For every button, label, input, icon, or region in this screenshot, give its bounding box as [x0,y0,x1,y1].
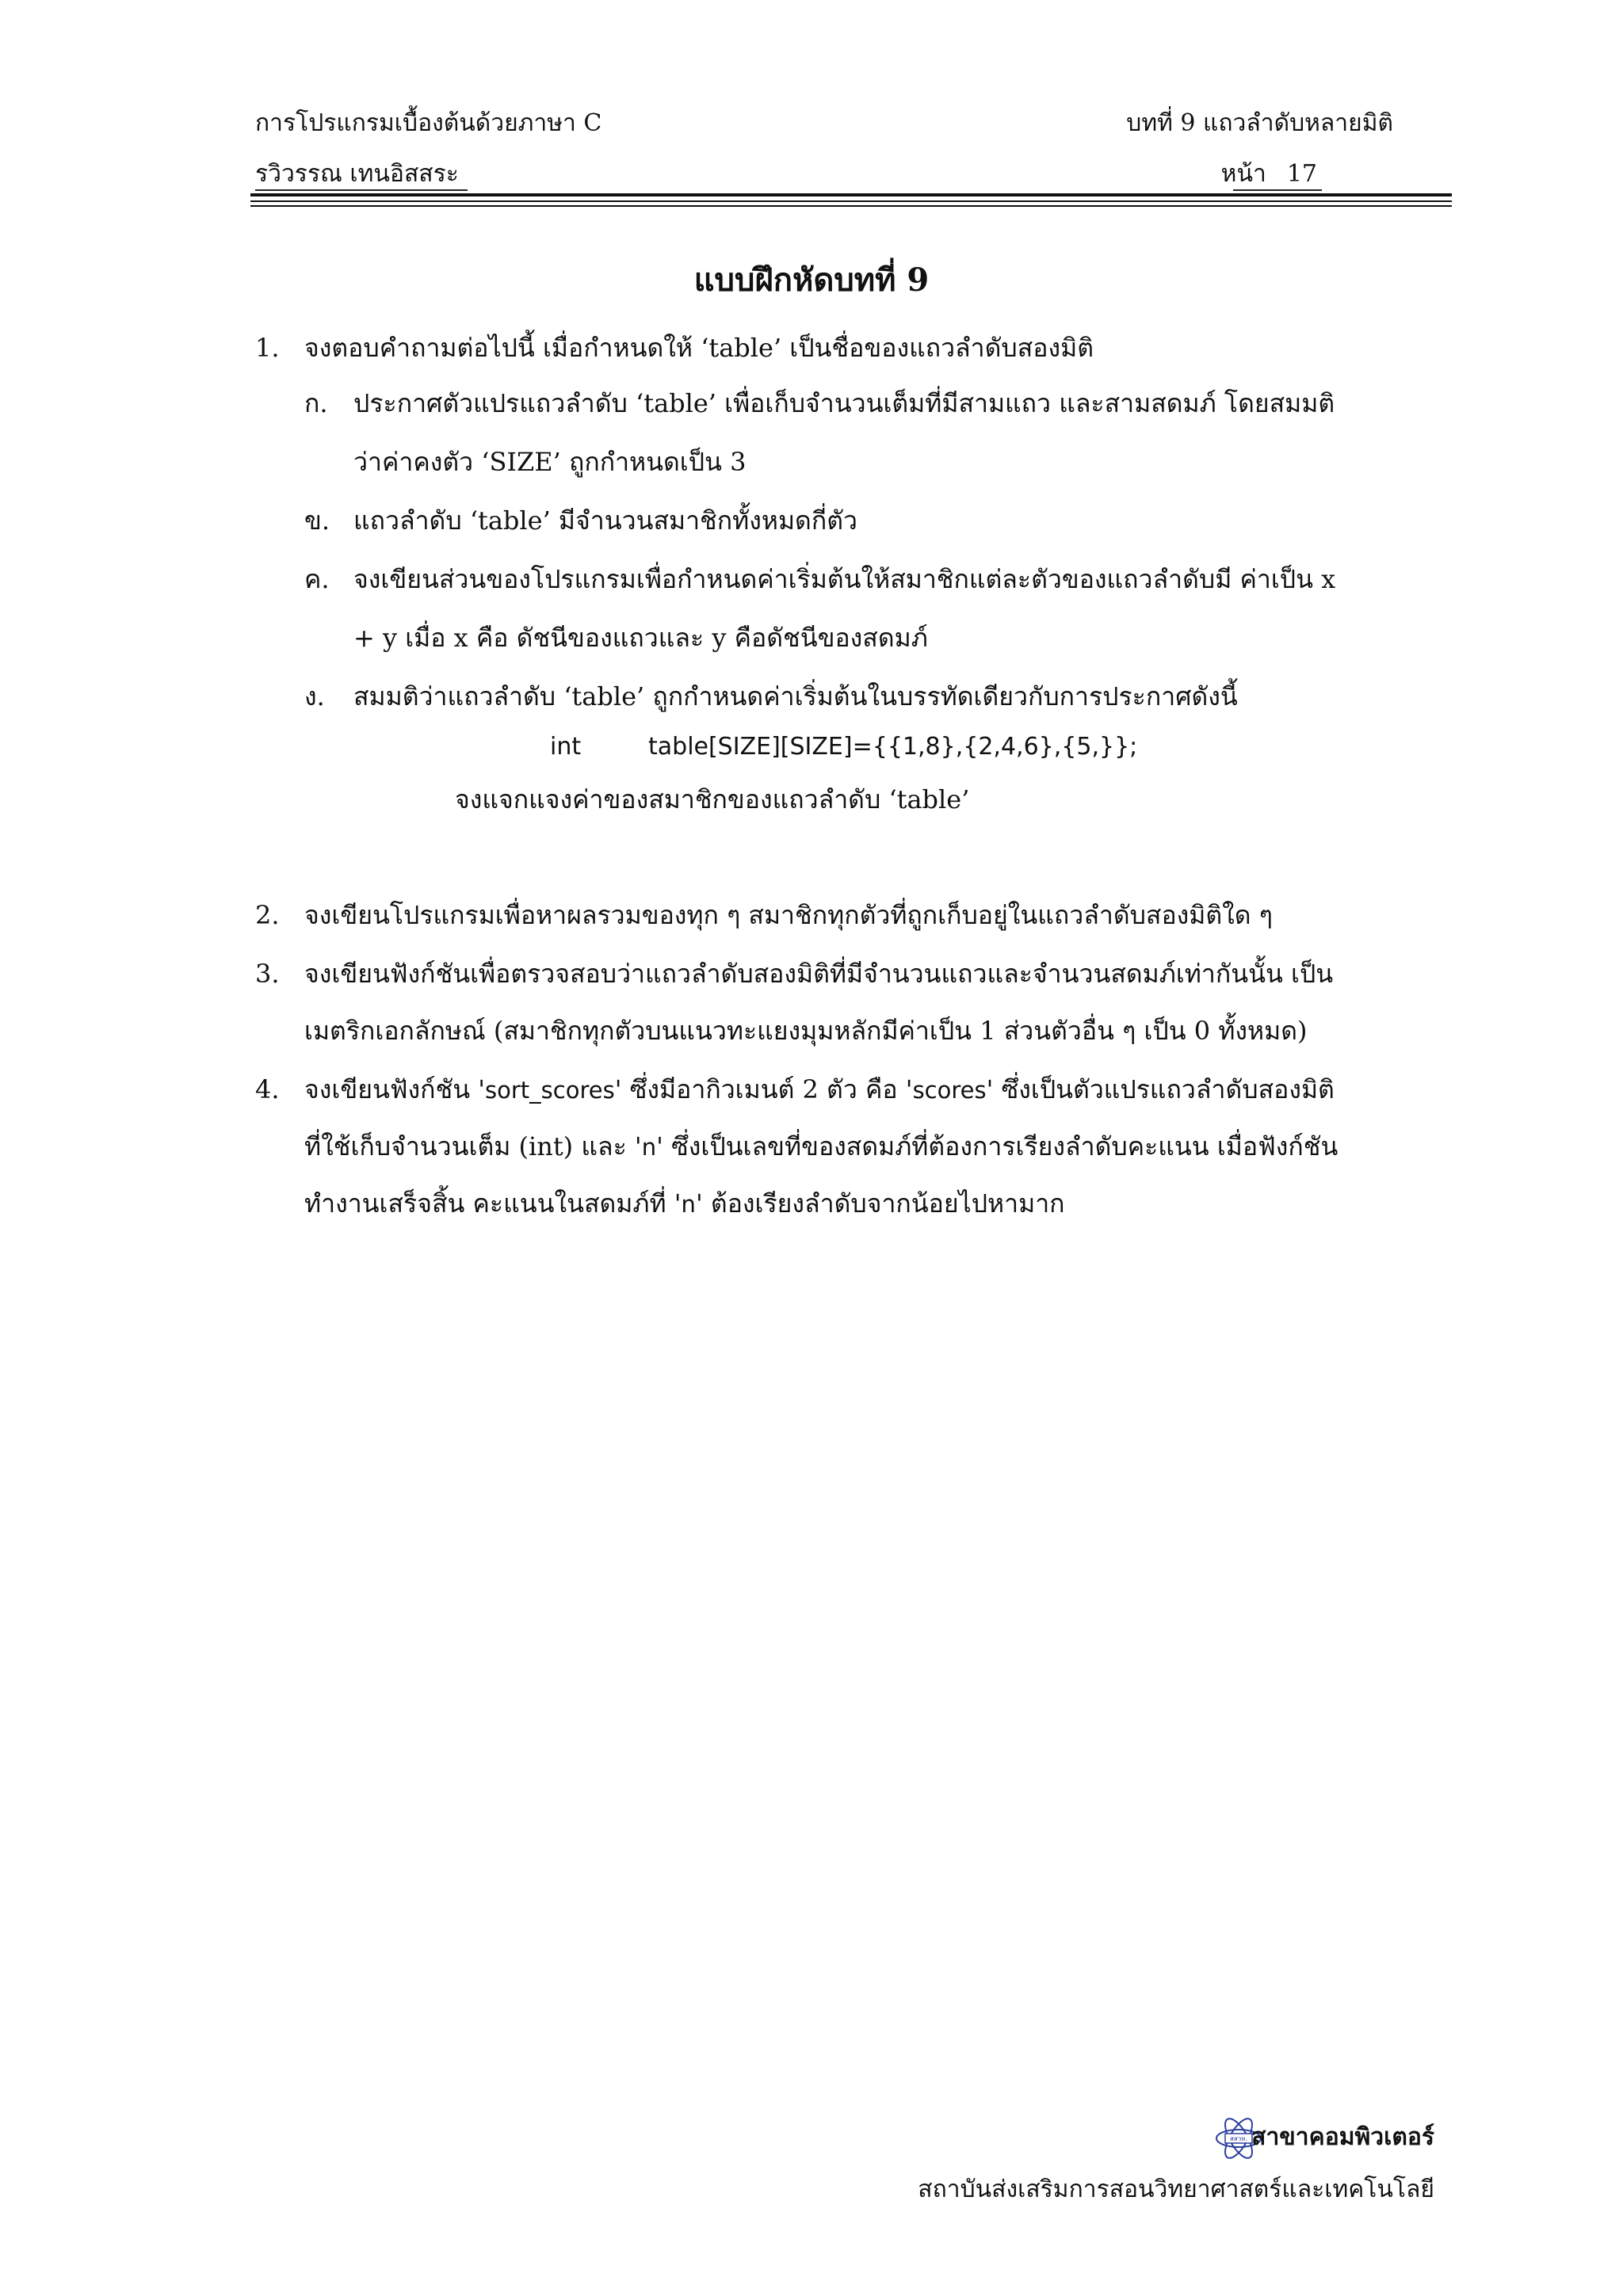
q3-number: 3. [255,959,280,989]
q1a-line1: ประกาศตัวแปรแถวลำดับ ‘table’ เพื่อเก็บจำนวนเต็มที่มีสามแถว และสามสดมภ์ โดยสมมติ [353,388,1335,418]
q4-line2 [304,1130,1338,1164]
author-underline [255,189,468,191]
footer-department: สาขาคอมพิวเตอร์ [1251,2123,1434,2151]
code-declaration: table[SIZE][SIZE]={{1,8},{2,4,6},{5,}}; [648,733,1138,761]
q4-code-n: n [641,1134,657,1161]
q1b-line1: แถวลำดับ ‘table’ มีจำนวนสมาชิกทั้งหมดกี่ตัว [353,505,857,536]
header-book-title: การโปรแกรมเบื้องต้นด้วยภาษา C [255,109,602,137]
q1-number: 1. [255,333,280,363]
q4-line3 [304,1187,1065,1221]
code-keyword: int [550,733,582,761]
page-number: 17 [1286,160,1317,188]
page-title: แบบฝึกหัดบทที่ 9 [693,261,930,299]
q4-l3-text-b: ' ต้องเรียงลำดับจากน้อยไปหามาก [695,1188,1065,1219]
page-label: หน้า [1220,160,1266,188]
q1a-label: ก. [304,388,328,418]
q1c-label: ค. [304,564,330,594]
q1c-line2: + y เมื่อ x คือ ดัชนีของแถวและ y คือดัชนีของสดมภ์ [353,623,928,653]
header-rule-thin-2 [250,205,1452,207]
header-chapter-title: บทที่ 9 แถวลำดับหลายมิติ [1126,109,1393,137]
footer-institute: สถาบันส่งเสริมการสอนวิทยาศาสตร์และเทคโนโลยี [918,2176,1434,2203]
q1c-line1: จงเขียนส่วนของโปรแกรมเพื่อกำหนดค่าเริ่มต้นให้สมาชิกแต่ละตัวของแถวลำดับมี ค่าเป็น x [353,564,1336,594]
q4-l1-text-a: จงเขียนฟังก์ชัน ' [304,1074,486,1104]
header-rule-thick [250,193,1452,196]
q4-code-sort-scores: sort_scores [485,1077,615,1104]
q2-text: จงเขียนโปรแกรมเพื่อหาผลรวมของทุก ๆ สมาชิกทุกตัวที่ถูกเก็บอยู่ในแถวลำดับสองมิติใด ๆ [304,900,1273,930]
q4-line1 [304,1073,1335,1107]
q4-code-n-2: n [681,1191,696,1218]
q1a-line2: ว่าค่าคงตัว ‘SIZE’ ถูกกำหนดเป็น 3 [353,447,747,477]
page-underline [1233,189,1322,191]
q4-l1-text-b: ' ซึ่งมีอากิวเมนต์ 2 ตัว คือ ' [614,1074,913,1104]
q3-line2: เมตริกเอกลักษณ์ (สมาชิกทุกตัวบนแนวทะแยงมุมหลักมีค่าเป็น 1 ส่วนตัวอื่น ๆ เป็น 0 ทั้งหมด) [304,1016,1308,1046]
q4-l3-text-a: ทำงานเสร็จสิ้น คะแนนในสดมภ์ที่ ' [304,1188,682,1219]
header-page-number [1221,158,1317,190]
q1d-line2: จงแจกแจงค่าของสมาชิกของแถวลำดับ ‘table’ [455,784,970,814]
q4-l2-text-a: ที่ใช้เก็บจำนวนเต็ม (int) และ ' [304,1131,642,1161]
header-author: รวิวรรณ เทนอิสสระ [255,160,459,188]
q3-line1: จงเขียนฟังก์ชันเพื่อตรวจสอบว่าแถวลำดับสองมิติที่มีจำนวนแถวและจำนวนสดมภ์เท่ากันนั้น เป็น [304,959,1334,989]
q4-l2-text-b: ' ซึ่งเป็นเลขที่ของสดมภ์ที่ต้องการเรียงลำดับคะแนน เมื่อฟังก์ชัน [656,1131,1338,1161]
header-rule-thin [250,200,1452,202]
q2-number: 2. [255,900,280,930]
logo-text: สสวท. [1229,2135,1248,2142]
q4-code-scores: scores [912,1077,987,1104]
q4-number: 4. [255,1074,280,1104]
q4-l1-text-c: ' ซึ่งเป็นตัวแปรแถวลำดับสองมิติ [986,1074,1335,1104]
q1b-label: ข. [304,505,330,536]
q1d-label: ง. [304,681,325,711]
q1-text: จงตอบคำถามต่อไปนี้ เมื่อกำหนดให้ ‘table’ เป็นชื่อของแถวลำดับสองมิติ [304,333,1094,363]
q1d-line1: สมมติว่าแถวลำดับ ‘table’ ถูกกำหนดค่าเริ่มต้นในบรรทัดเดียวกับการประกาศดังนี้ [353,681,1238,711]
